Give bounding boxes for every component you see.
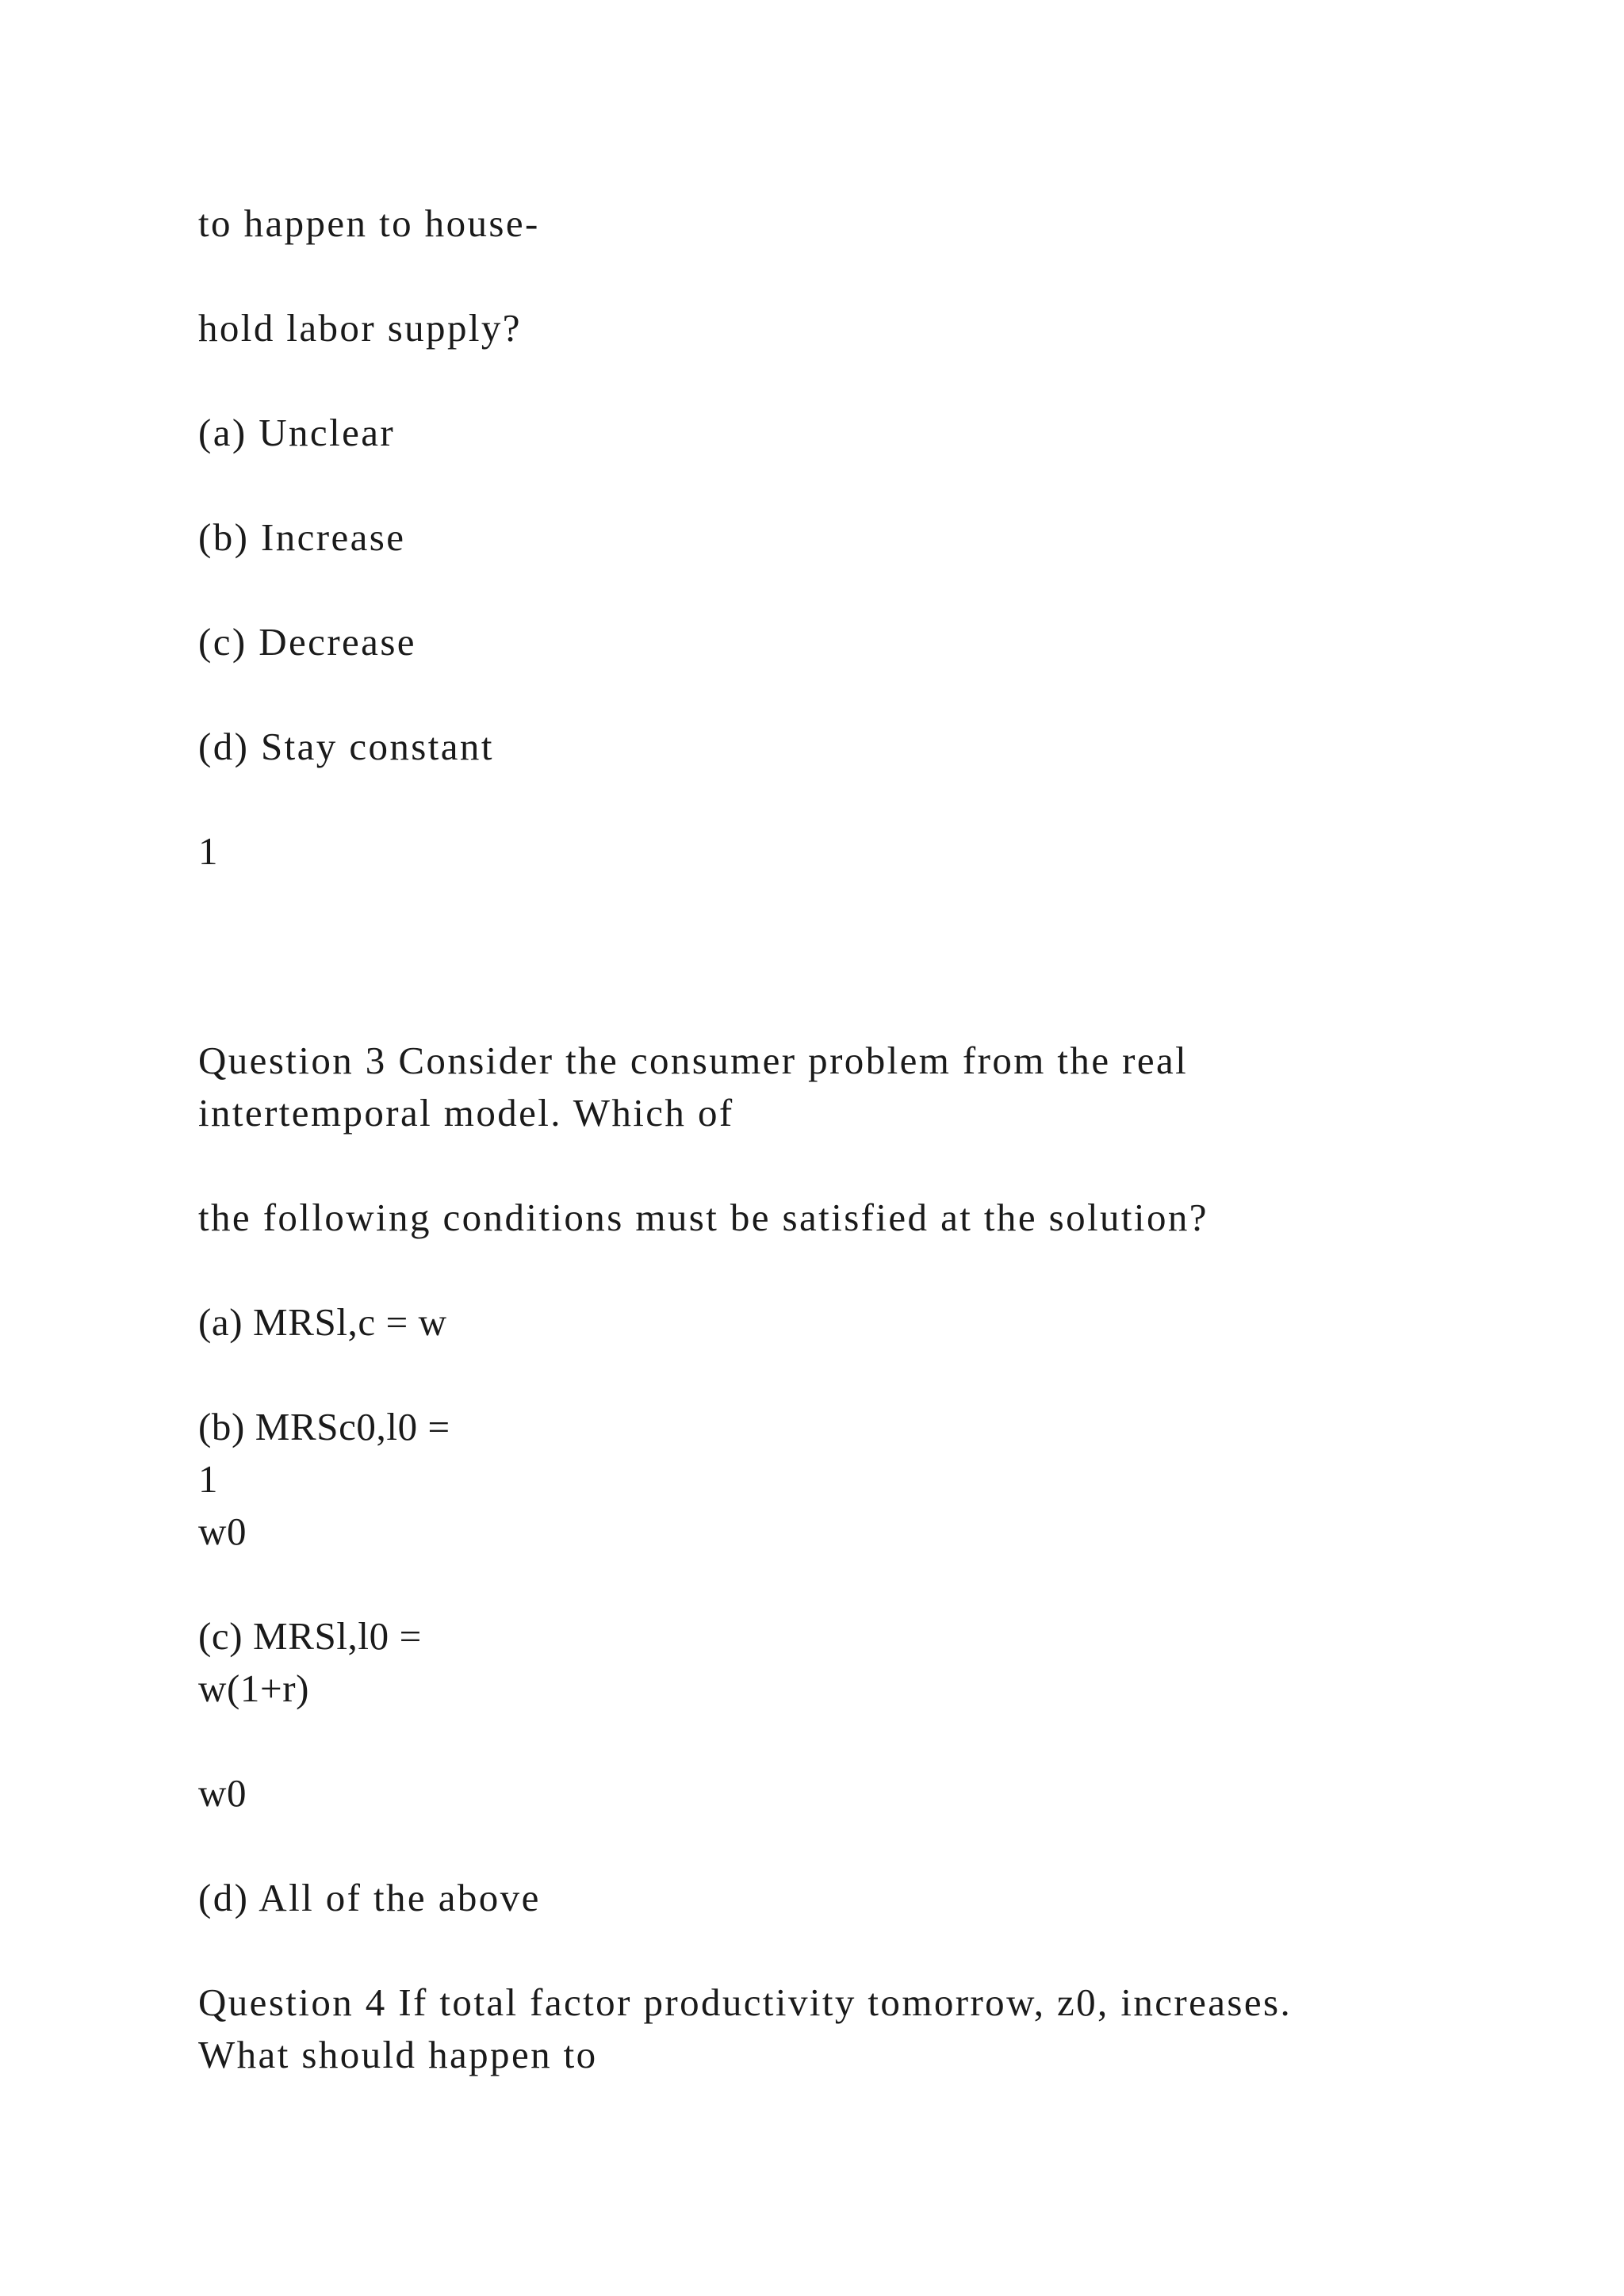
q4-prompt-line-1: Question 4 If total factor productivity tomorrow, z0, increases. xyxy=(198,1980,1293,2024)
q3-option-c-numerator: w(1+r) xyxy=(198,1667,310,1710)
q2-continuation-line-1: to happen to house- xyxy=(198,201,540,245)
page-number: 1 xyxy=(198,829,220,873)
q2-option-b: (b) Increase xyxy=(198,515,406,559)
q3-prompt-line-3: the following conditions must be satisfied at the solution? xyxy=(198,1196,1208,1239)
q2-option-c: (c) Decrease xyxy=(198,620,416,664)
q3-option-b-line-1: (b) MRSc0,l0 = xyxy=(198,1405,450,1448)
q3-prompt-line-2: intertemporal model. Which of xyxy=(198,1091,734,1135)
q3-option-d: (d) All of the above xyxy=(198,1876,541,1919)
q3-option-b-numerator: 1 xyxy=(198,1457,219,1501)
q3-option-b-denominator: w0 xyxy=(198,1510,247,1553)
q2-option-a: (a) Unclear xyxy=(198,411,396,454)
q3-prompt-line-1: Question 3 Consider the consumer problem from the real xyxy=(198,1039,1189,1082)
q3-option-a: (a) MRSl,c = w xyxy=(198,1300,447,1344)
q3-option-c-line-1: (c) MRSl,l0 = xyxy=(198,1614,422,1658)
q3-option-c-denominator: w0 xyxy=(198,1771,247,1815)
q2-option-d: (d) Stay constant xyxy=(198,725,494,768)
q2-continuation-line-2: hold labor supply? xyxy=(198,306,522,350)
q4-prompt-line-2: What should happen to xyxy=(198,2033,598,2076)
